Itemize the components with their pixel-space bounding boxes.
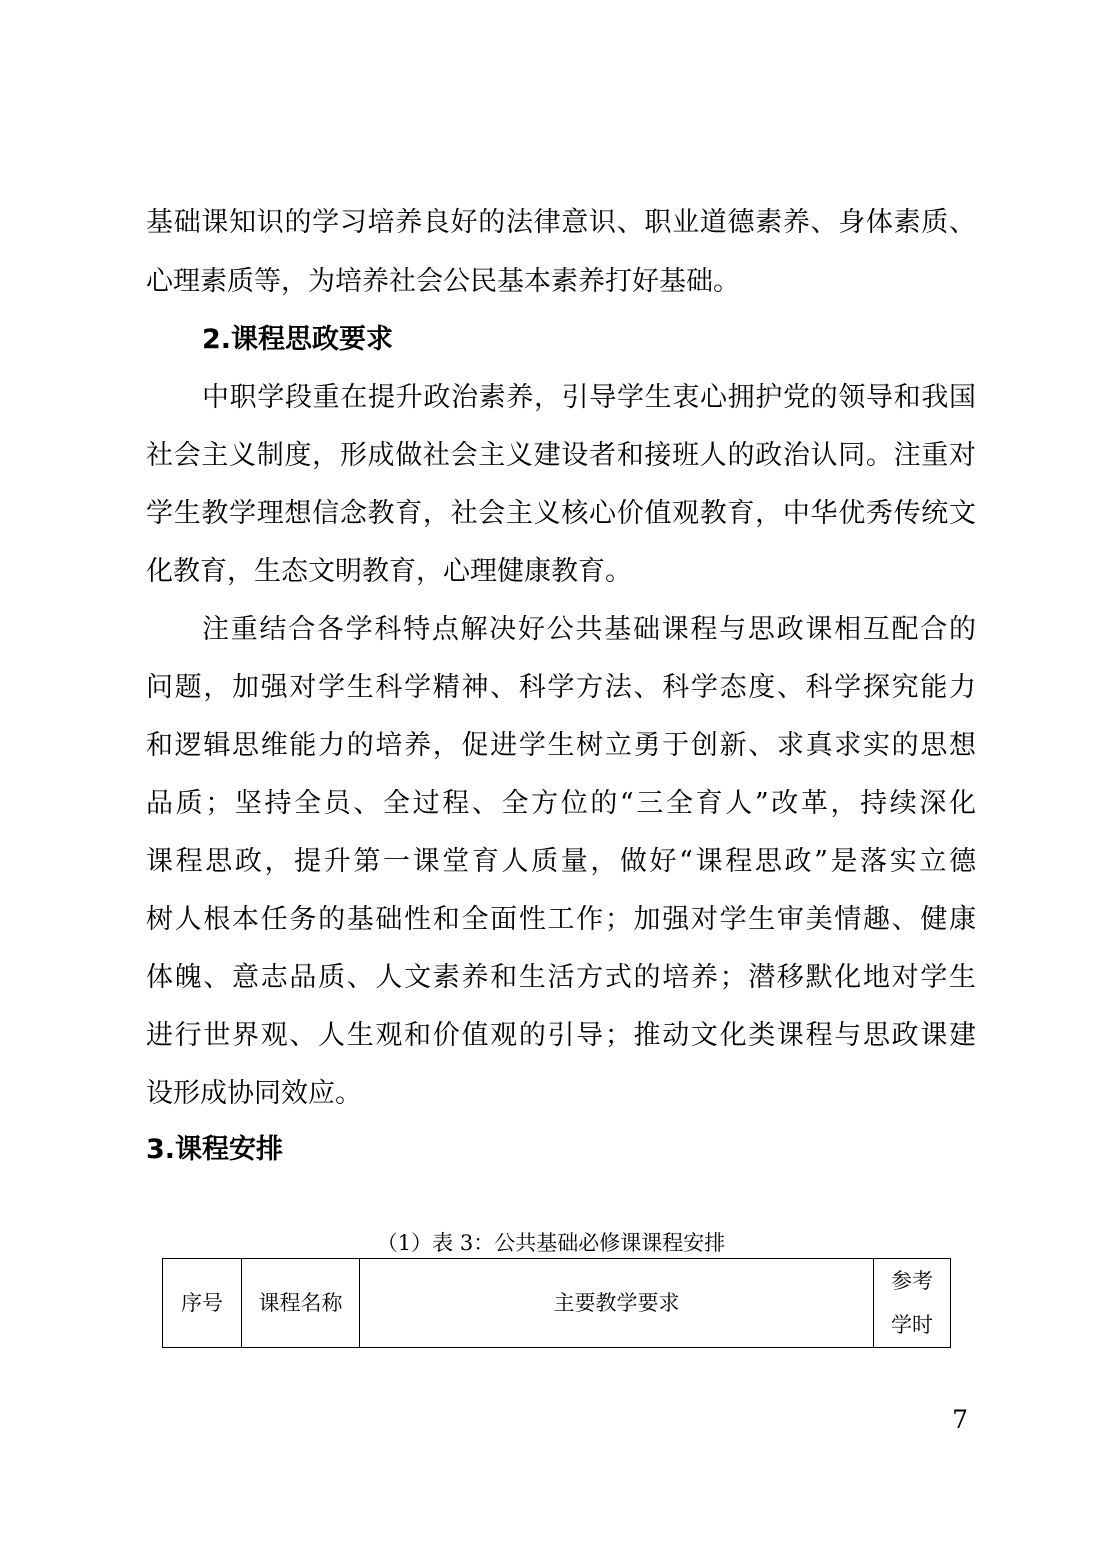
course-table bbox=[162, 1258, 951, 1348]
body-text-line: 注重结合各学科特点解决好公共基础课程与思政课相互配合的 bbox=[202, 614, 976, 645]
column-header-requirements: 主要教学要求 bbox=[360, 1259, 874, 1348]
body-text-line: 和逻辑思维能力的培养，促进学生树立勇于创新、求真求实的思想 bbox=[146, 730, 976, 761]
body-text-line: 设形成协同效应。 bbox=[146, 1078, 362, 1109]
section-heading: 3.课程安排 bbox=[146, 1134, 284, 1165]
body-text-line: 学生教学理想信念教育，社会主义核心价值观教育，中华优秀传统文 bbox=[146, 498, 976, 529]
column-header-hours-line1: 参考 bbox=[891, 1269, 933, 1293]
body-text-line: 问题，加强对学生科学精神、科学方法、科学态度、科学探究能力 bbox=[146, 672, 976, 703]
body-text-line: 进行世界观、人生观和价值观的引导；推动文化类课程与思政课建 bbox=[146, 1020, 976, 1051]
body-text-line: 品质；坚持全员、全过程、全方位的“三全育人”改革，持续深化 bbox=[146, 788, 976, 819]
table-caption: （1）表 3：公共基础必修课课程安排 bbox=[376, 1231, 726, 1255]
column-header-index: 序号 bbox=[163, 1259, 242, 1348]
body-text-line: 中职学段重在提升政治素养，引导学生衷心拥护党的领导和我国 bbox=[202, 382, 976, 413]
column-header-name: 课程名称 bbox=[242, 1259, 360, 1348]
table-header-row bbox=[163, 1259, 951, 1348]
column-header-hours bbox=[874, 1259, 951, 1348]
page-number: 7 bbox=[952, 1405, 968, 1434]
body-text-line: 心理素质等，为培养社会公民基本素养打好基础。 bbox=[146, 266, 740, 297]
body-text-line: 课程思政，提升第一课堂育人质量，做好“课程思政”是落实立德 bbox=[146, 846, 976, 877]
body-text-line: 社会主义制度，形成做社会主义建设者和接班人的政治认同。注重对 bbox=[146, 440, 976, 471]
section-heading: 2.课程思政要求 bbox=[202, 324, 394, 355]
column-header-hours-line2: 学时 bbox=[891, 1313, 933, 1337]
body-text-line: 树人根本任务的基础性和全面性工作；加强对学生审美情趣、健康 bbox=[146, 904, 976, 935]
body-text-line: 基础课知识的学习培养良好的法律意识、职业道德素养、身体素质、 bbox=[146, 207, 976, 238]
body-text-line: 化教育，生态文明教育，心理健康教育。 bbox=[146, 556, 632, 587]
body-text-line: 体魄、意志品质、人文素养和生活方式的培养；潜移默化地对学生 bbox=[146, 962, 976, 993]
